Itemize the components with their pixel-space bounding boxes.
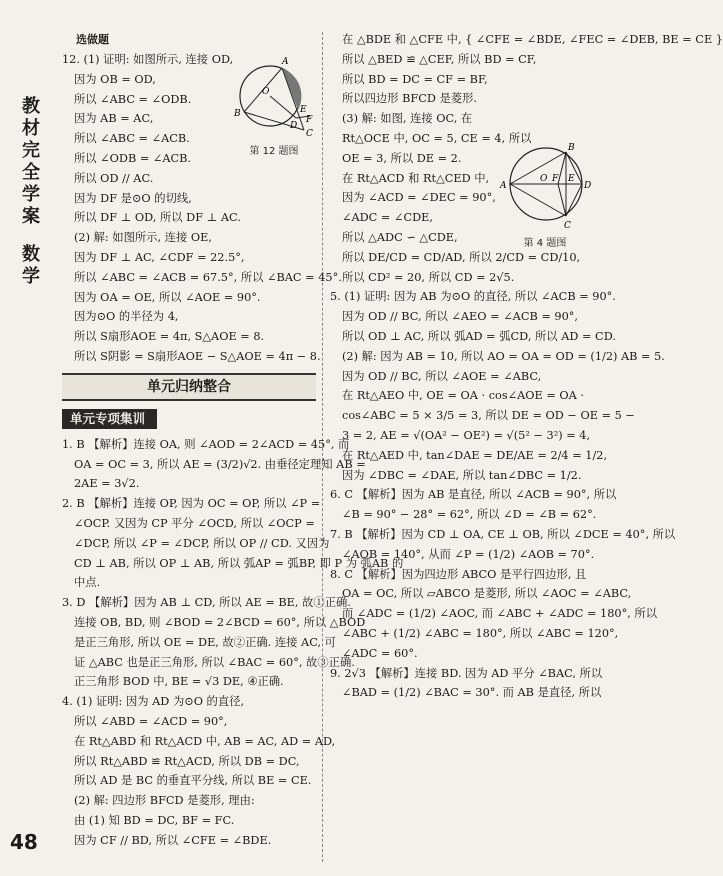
text-line: 所以 ∠ABC = ∠ACB. (74, 132, 190, 146)
text-line: 因为 OA = OE, 所以 ∠AOE = 90°. (74, 290, 261, 304)
figure-12-caption: 第 12 题图 (249, 146, 299, 157)
text-line: 由 (1) 知 BD = DC, BF = FC. (74, 813, 235, 827)
fig12-label-f: F (306, 115, 313, 125)
text-line: 8. C 【解析】因为四边形 ABCO 是平行四边形, 且 (330, 567, 587, 581)
side-tab (16, 96, 46, 288)
text-line: OE = 3, 所以 DE = 2. (342, 151, 462, 165)
text-line: 2AE = 3√2. (74, 477, 140, 491)
text-line: 而 ∠ADC = (1/2) ∠AOC, 而 ∠ABC + ∠ADC = 180°, 所以 (342, 607, 658, 621)
text-line: CD ⊥ AB, 所以 OP ⊥ AB, 所以 弧AP = 弧BP, 即 P 为 弧AB 的 (74, 556, 404, 570)
book-title-char: 完 (22, 140, 40, 161)
text-line: 因为 OD // BC, 所以 ∠AOE = ∠ABC, (342, 369, 542, 383)
fig4-label-a: A (500, 181, 507, 191)
text-line: 所以 ∠ABC = ∠ODB. (74, 92, 192, 106)
text-line: 因为 DF 是⊙O 的切线, (74, 191, 192, 205)
text-line: 在 Rt△ABD 和 Rt△ACD 中, AB = AC, AD = AD, (74, 734, 336, 748)
figure-4-caption: 第 4 题图 (523, 238, 567, 249)
text-line: ∠ABC + (1/2) ∠ABC = 180°, 所以 ∠ABC = 120°, (342, 626, 619, 640)
fig12-label-o: O (262, 87, 270, 97)
text-line: 在 Rt△AED 中, tan∠DAE = DE/AE = 2/4 = 1/2, (342, 448, 608, 462)
text-line: 在 Rt△AEO 中, OE = OA · cos∠AOE = OA · (342, 389, 585, 403)
text-line: OA = OC, 所以 ▱ABCO 是菱形, 所以 ∠AOC = ∠ABC, (342, 587, 632, 601)
fig12-label-e: E (300, 105, 307, 115)
text-line: 12. (1) 证明: 如图所示, 连接 OD, (62, 53, 234, 66)
book-title-char: 材 (22, 118, 40, 139)
subject-label (16, 244, 46, 288)
text-line: 所以 Rt△ABD ≌ Rt△ACD, 所以 DB = DC, (74, 754, 300, 768)
text-line: 所以 CD² = 20, 所以 CD = 2√5. (342, 270, 515, 284)
text-line: 6. C 【解析】因为 AB 是直径, 所以 ∠ACB = 90°, 所以 (330, 488, 617, 502)
text-line: 3 = 2, AE = √(OA² − OE²) = √(5² − 3²) = 4, (342, 428, 591, 442)
book-title (16, 96, 46, 228)
fig4-label-o: O (540, 174, 548, 184)
text-line: 因为 OD // BC, 所以 ∠AEO = ∠ACB = 90°, (342, 310, 579, 324)
text-line: ∠ADC = ∠CDE, (342, 211, 433, 225)
figure-12-diagram (234, 54, 314, 138)
text-line: ∠B = 90° − 28° = 62°, 所以 ∠D = ∠B = 62°. (342, 508, 597, 522)
section-special-banner: 单元专项集训 (62, 409, 157, 429)
figure-12 (234, 54, 314, 157)
text-line: 连接 OB, BD, 则 ∠BOD = 2∠BCD = 60°, 所以 △BOD (74, 615, 366, 629)
book-title-char: 学 (22, 184, 40, 205)
fig4-label-b: B (568, 143, 575, 153)
text-line: (2) 解: 因为 AB = 10, 所以 AO = OA = OD = (1/2) AB = 5. (342, 349, 665, 363)
text-line: 因为 ∠ACD = ∠DEC = 90°, (342, 191, 496, 205)
fig12-label-c: C (306, 129, 313, 139)
section-elective: 选做题 (76, 33, 109, 46)
text-line: (3) 解: 如图, 连接 OC, 在 (342, 112, 473, 126)
text-line: ∠ADC = 60°. (342, 646, 418, 660)
text-line: ∠DCP, 所以 ∠P = ∠DCP, 所以 OP // CD. 又因为 (74, 536, 330, 550)
text-line: ∠OCP. 又因为 CP 平分 ∠OCD, 所以 ∠OCP = (74, 516, 315, 530)
text-line: 所以 △BED ≌ △CEF, 所以 BD = CF, (342, 52, 537, 66)
fig12-label-a: A (282, 57, 289, 67)
fig4-label-e: E (568, 174, 575, 184)
text-line: 7. B 【解析】因为 CD ⊥ OA, CE ⊥ OB, 所以 ∠DCE = 40°, 所以 (330, 527, 676, 541)
text-line: 3. D 【解析】因为 AB ⊥ CD, 所以 AE = BE, 故①正确. (62, 596, 351, 610)
text-line: 因为 CF // BD, 所以 ∠CFE = ∠BDE. (74, 833, 272, 847)
text-line: 所以 DF ⊥ OD, 所以 DF ⊥ AC. (74, 211, 241, 225)
text-line: 所以 OD ⊥ AC, 所以 弧AD = 弧CD, 所以 AD = CD. (342, 329, 616, 343)
text-line: 因为 DF ⊥ AC, ∠CDF = 22.5°, (74, 250, 245, 264)
text-line: 所以 AD 是 BC 的垂直平分线, 所以 BE = CE. (74, 774, 312, 788)
subject-char: 学 (22, 266, 40, 287)
book-title-char: 全 (22, 162, 40, 183)
text-line: 在 Rt△ACD 和 Rt△CED 中, (342, 171, 490, 185)
text-line: 2. B 【解析】连接 OP, 因为 OC = OP, 所以 ∠P = (62, 497, 321, 511)
text-line: 1. B 【解析】连接 OA, 则 ∠AOD = 2∠ACD = 45°, 而 (62, 437, 350, 451)
text-line: 所以 S扇形AOE = 4π, S△AOE = 8. (74, 330, 265, 344)
text-line: 因为 OB = OD, (74, 72, 156, 86)
text-line: 所以 DE/CD = CD/AD, 所以 2/CD = CD/10, (342, 250, 581, 264)
text-line: Rt△OCE 中, OC = 5, CE = 4, 所以 (342, 131, 532, 145)
text-line: 9. 2√3 【解析】连接 BD. 因为 AD 平分 ∠BAC, 所以 (330, 666, 603, 680)
text-line: cos∠ABC = 5 × 3/5 = 3, 所以 DE = OD − OE = 5 − (342, 409, 635, 423)
text-line: 正三角形 BOD 中, BE = √3 DE, ④正确. (74, 675, 284, 689)
text-line: 所以 OD // AC. (74, 171, 154, 185)
text-line: ∠AOB = 140°, 从而 ∠P = (1/2) ∠AOB = 70°. (342, 547, 595, 561)
text-line: 在 △BDE 和 △CFE 中, { ∠CFE = ∠BDE, ∠FEC = ∠DEB, BE = CE } (342, 33, 723, 46)
section-unit-banner: 单元归纳整合 (62, 373, 316, 401)
text-line: 所以 S阴影 = S扇形AOE − S△AOE = 4π − 8. (74, 349, 321, 363)
text-line: 证 △ABC 也是正三角形, 所以 ∠BAC = 60°, 故③正确. (74, 655, 355, 669)
fig12-label-b: B (234, 109, 241, 119)
figure-4-diagram (500, 140, 590, 230)
page-number: 48 (10, 830, 38, 854)
book-title-char: 案 (22, 206, 40, 227)
text-line: 所以四边形 BFCD 是菱形. (342, 92, 477, 106)
answers-right (330, 30, 723, 703)
right-column (330, 30, 723, 703)
book-title-char: 教 (22, 96, 40, 117)
text-line: 所以 ∠ABC = ∠ACB = 67.5°, 所以 ∠BAC = 45°. (74, 270, 342, 284)
text-line: 所以 △ADC ∽ △CDE, (342, 230, 458, 244)
text-line: 因为 AB = AC, (74, 112, 154, 126)
text-line: 所以 ∠ODB = ∠ACB. (74, 151, 192, 165)
fig4-label-f: F (552, 174, 559, 184)
fig4-label-d: D (584, 181, 592, 191)
text-line: 因为 ∠DBC = ∠DAE, 所以 tan∠DBC = 1/2. (342, 468, 582, 482)
figure-4 (500, 140, 590, 248)
text-line: 所以 BD = DC = CF = BF, (342, 72, 488, 86)
text-line: OA = OC = 3, 所以 AE = (3/2)√2. 由垂径定理知 AB = (74, 457, 366, 471)
text-line: ∠BAD = (1/2) ∠BAC = 30°. 而 AB 是直径, 所以 (342, 686, 602, 700)
fig12-label-d: D (290, 121, 298, 131)
text-line: 所以 ∠ABD = ∠ACD = 90°, (74, 714, 228, 728)
text-line: 中点. (74, 576, 101, 590)
text-line: 是正三角形, 所以 OE = DE, 故②正确. 连接 AC, 可 (74, 635, 336, 649)
subject-char: 数 (22, 244, 40, 265)
text-line: (2) 解: 四边形 BFCD 是菱形, 理由: (74, 794, 255, 808)
text-line: 4. (1) 证明: 因为 AD 为⊙O 的直径, (62, 695, 245, 709)
text-line: 5. (1) 证明: 因为 AB 为⊙O 的直径, 所以 ∠ACB = 90°. (330, 290, 616, 304)
text-line: 因为⊙O 的半径为 4, (74, 310, 179, 324)
fig4-label-c: C (564, 221, 571, 231)
text-line: (2) 解: 如图所示, 连接 OE, (74, 231, 212, 245)
